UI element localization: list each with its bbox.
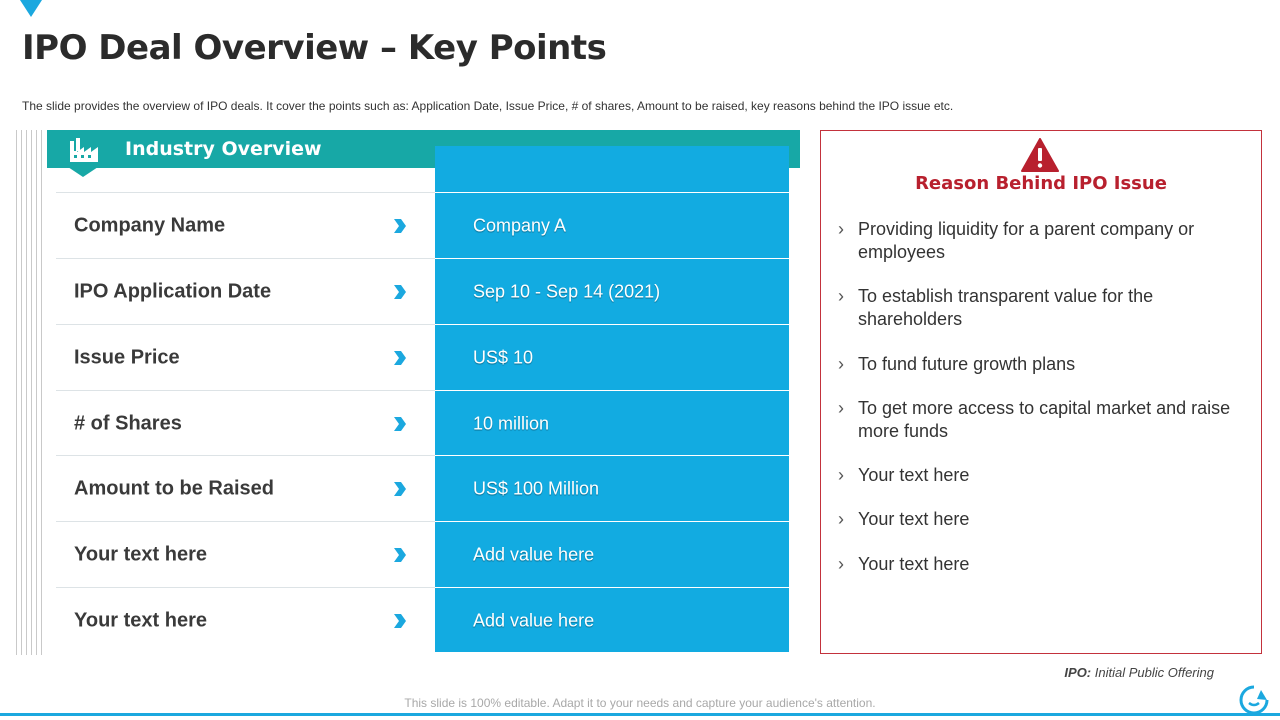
header-notch	[68, 167, 98, 177]
chevron-right-icon	[391, 547, 407, 563]
factory-icon	[69, 137, 99, 163]
value-divider	[435, 521, 789, 522]
value-divider	[435, 587, 789, 588]
row-label-shares: # of Shares	[74, 412, 182, 435]
footnote: IPO: Initial Public Offering	[1064, 665, 1214, 680]
reason-list	[838, 218, 1238, 576]
row-label-custom-2: Your text here	[74, 609, 207, 632]
bullet-chevron-icon: ›	[838, 219, 844, 239]
row-value-custom-2: Add value here	[473, 610, 595, 631]
row-value-issue-price: US$ 10	[473, 347, 534, 368]
reason-item: › To fund future growth plans	[838, 354, 1076, 374]
chevron-right-icon	[391, 350, 407, 366]
row-label-custom-1: Your text here	[74, 543, 207, 566]
footer-note: This slide is 100% editable. Adapt it to your needs and capture your audience's attention.	[404, 696, 876, 710]
row-label-amount-raised: Amount to be Raised	[74, 477, 275, 500]
value-divider	[435, 192, 789, 193]
bullet-chevron-icon: ›	[838, 398, 844, 418]
row-label-company-name: Company Name	[74, 214, 226, 237]
chevron-right-icon	[391, 218, 407, 234]
brand-logo-icon	[1238, 684, 1270, 716]
value-divider	[435, 324, 789, 325]
row-label-application-date: IPO Application Date	[74, 280, 272, 303]
footer-line	[0, 713, 1280, 716]
reason-item: › Your text here	[838, 509, 970, 529]
industry-overview-title: Industry Overview	[125, 138, 322, 160]
decorative-stripes	[16, 130, 42, 655]
bullet-chevron-icon: ›	[838, 354, 844, 374]
row-value-shares: 10 million	[473, 413, 550, 434]
bullet-chevron-icon: ›	[838, 286, 844, 306]
warning-icon	[1021, 138, 1059, 172]
value-divider	[435, 455, 789, 456]
row-value-company-name: Company A	[473, 215, 567, 236]
chevron-right-icon	[391, 481, 407, 497]
row-value-custom-1: Add value here	[473, 544, 595, 565]
bullet-chevron-icon: ›	[838, 465, 844, 485]
reason-item: › To get more access to capital market and raise more funds	[838, 398, 1231, 441]
chevron-right-icon	[391, 416, 407, 432]
reason-item: › Your text here	[838, 554, 970, 574]
value-divider	[435, 390, 789, 391]
reason-title: Reason Behind IPO Issue	[915, 173, 1167, 194]
reason-item: › To establish transparent value for the shareholders	[838, 286, 1154, 329]
chevron-right-icon	[391, 613, 407, 629]
corner-accent-triangle	[20, 0, 42, 17]
bullet-chevron-icon: ›	[838, 554, 844, 574]
row-value-application-date: Sep 10 - Sep 14 (2021)	[473, 281, 661, 302]
reason-item: › Providing liquidity for a parent company or employees	[838, 219, 1195, 262]
chevron-right-icon	[391, 284, 407, 300]
reason-item: › Your text here	[838, 465, 970, 485]
page-title: IPO Deal Overview – Key Points	[22, 28, 607, 68]
slide-description: The slide provides the overview of IPO deals. It cover the points such as: Application Date, Issue Price, # of shares, Amount to be raised, key reasons behind the IPO issue etc.	[22, 99, 954, 113]
row-value-amount-raised: US$ 100 Million	[473, 478, 600, 499]
row-label-issue-price: Issue Price	[74, 346, 180, 369]
bullet-chevron-icon: ›	[838, 509, 844, 529]
value-divider	[435, 258, 789, 259]
